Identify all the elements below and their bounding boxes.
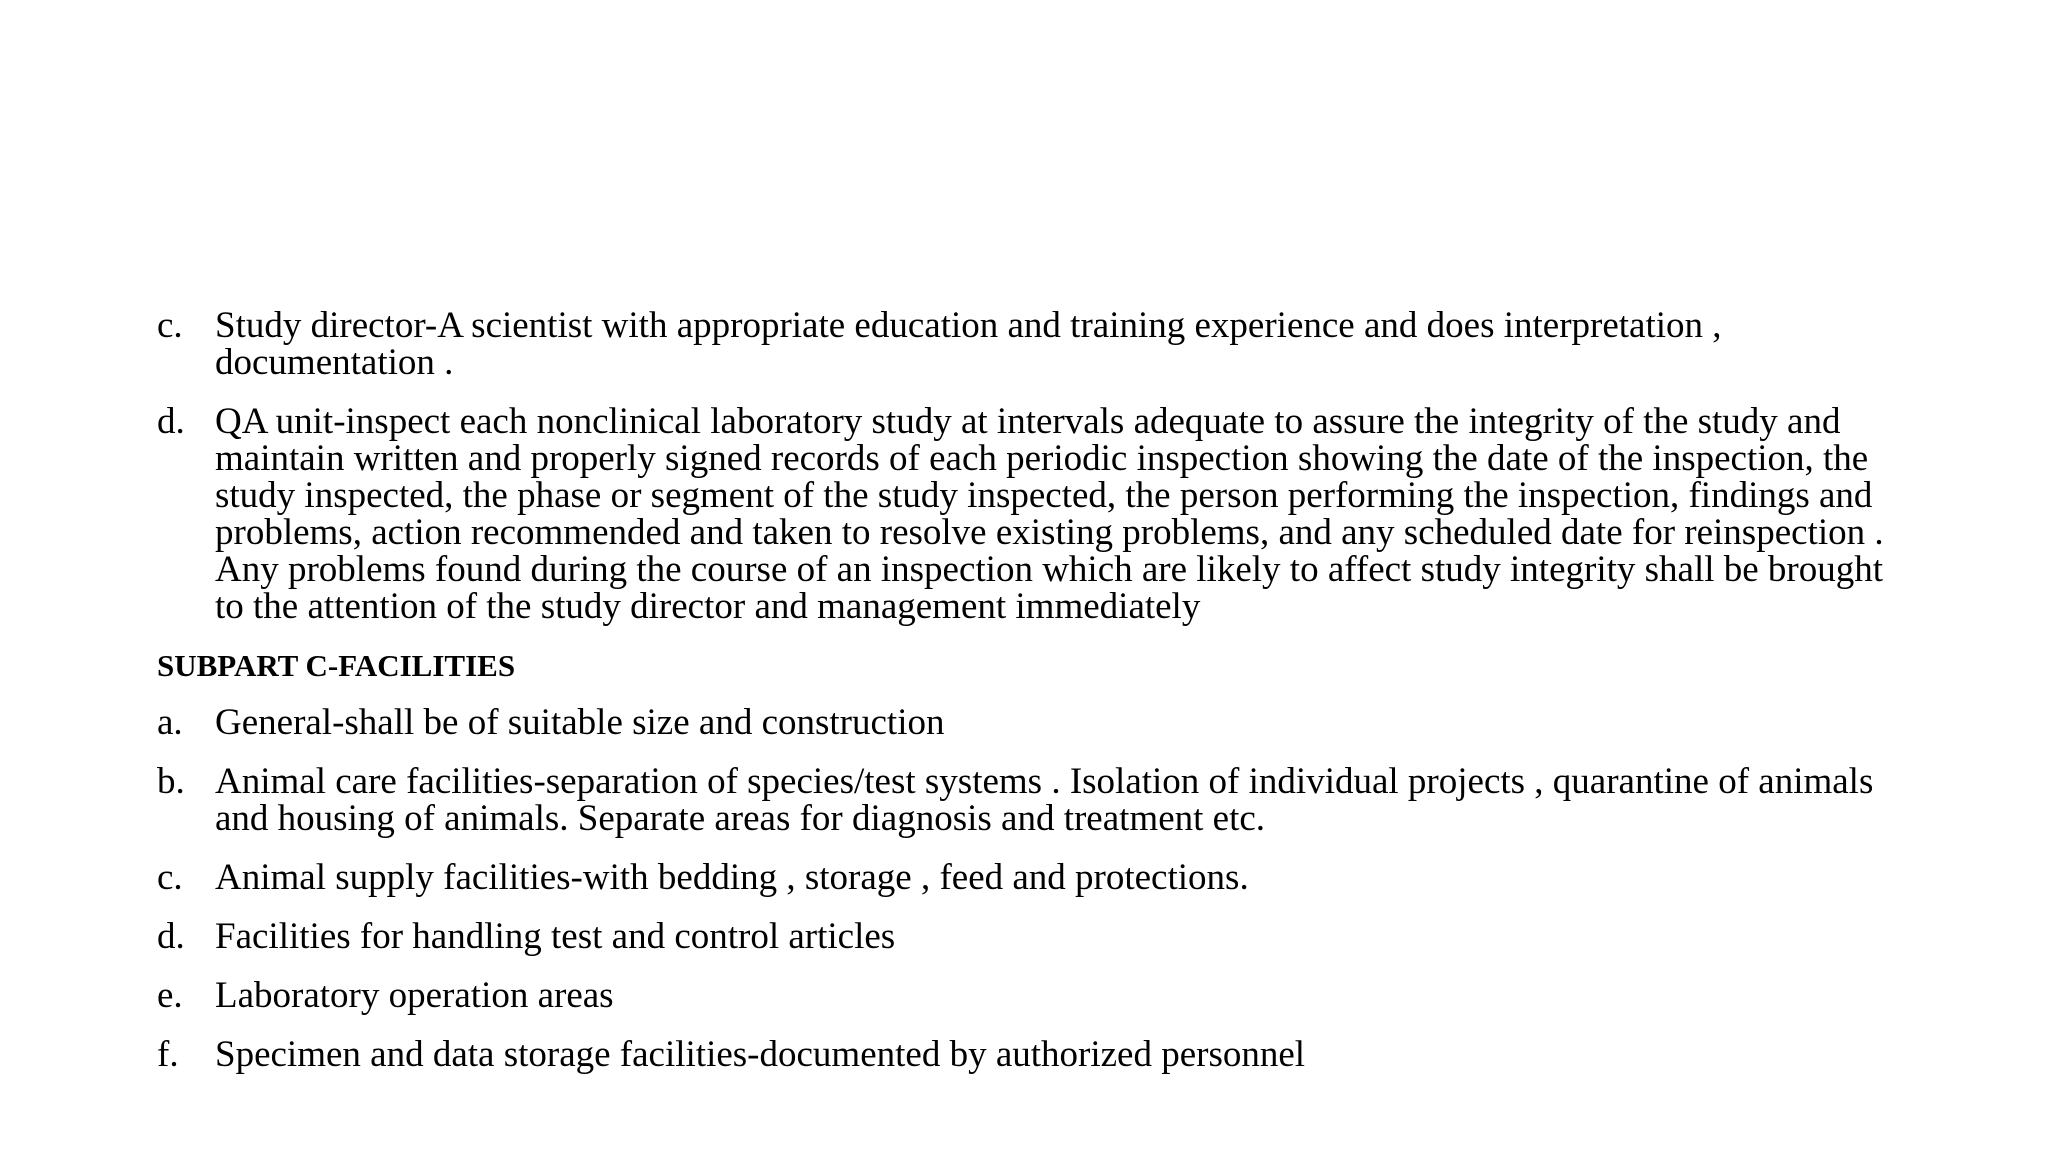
list-item-text: Animal supply facilities-with bedding , storage , feed and protections. <box>215 857 1249 898</box>
list-marker: c. <box>157 857 183 898</box>
list-item-study-director <box>157 307 1917 381</box>
list-marker: c. <box>157 305 183 346</box>
list-item-qa-unit <box>157 403 1917 625</box>
list-marker: e. <box>157 975 183 1016</box>
section-heading: SUBPART C-FACILITIES <box>157 648 516 683</box>
slide-content <box>157 307 1917 1095</box>
list-item-animal-care <box>157 763 1917 837</box>
list-item-animal-supply <box>157 859 1917 896</box>
list-item-text: General-shall be of suitable size and construction <box>215 702 945 743</box>
list-item-text: Specimen and data storage facilities-documented by authorized personnel <box>215 1034 1306 1075</box>
list-marker: f. <box>157 1034 179 1075</box>
list-item-text: QA unit-inspect each nonclinical laboratory study at intervals adequate to assure the integrity of the study and maintain written and properly signed records of each periodic inspection showing the date of the inspection, the study inspected, the phase or segment of the study inspected, the person performing the inspection, findings and problems, action recommended and taken to resolve existing problems, and any scheduled date for reinspection . Any problems found during the course of an inspection which are likely to affect study integrity shall be brought to the attention of the study director and management immediately <box>215 401 1884 627</box>
list-marker: d. <box>157 916 185 957</box>
list-item-general <box>157 704 1917 741</box>
list-item-specimen-storage <box>157 1036 1917 1073</box>
list-item-text: Laboratory operation areas <box>215 975 614 1016</box>
list-item-text: Animal care facilities-separation of species/test systems . Isolation of individual projects , quarantine of animals and housing of animals. Separate areas for diagnosis and treatment etc. <box>215 761 1874 839</box>
list-item-lab-operation <box>157 977 1917 1014</box>
list-item-text: Facilities for handling test and control articles <box>215 916 896 957</box>
list-marker: b. <box>157 761 185 802</box>
list-item-text: Study director-A scientist with appropriate education and training experience and does interpretation , documentation . <box>215 305 1722 383</box>
list-marker: d. <box>157 401 185 442</box>
list-marker: a. <box>157 702 183 743</box>
list-item-test-articles <box>157 918 1917 955</box>
